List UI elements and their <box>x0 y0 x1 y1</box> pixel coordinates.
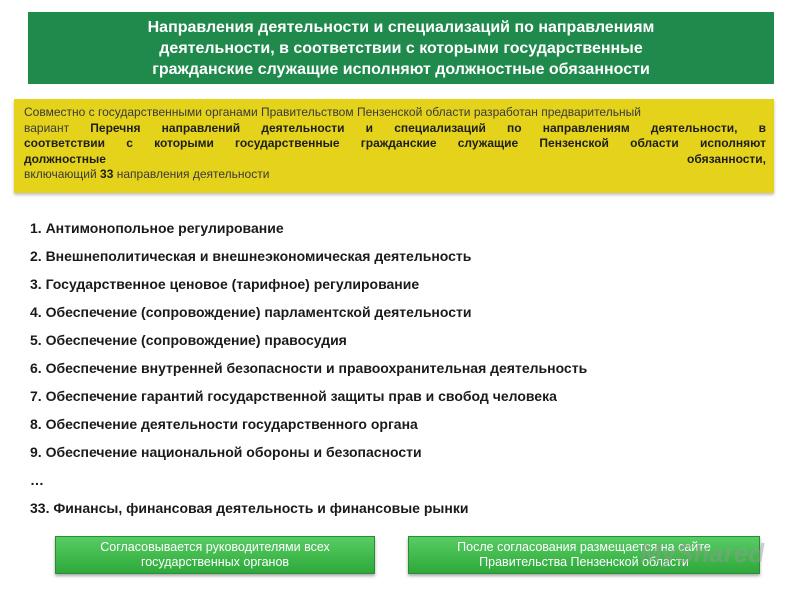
intro-line-4-right: обязанности, <box>687 151 766 166</box>
approval-note-button <box>55 536 375 574</box>
list-item: 9. Обеспечение национальной обороны и безопасности <box>30 444 422 460</box>
slide-title <box>28 12 774 84</box>
intro-line-1: Совместно с государственными органами Правительством Пензенской области разработан предварительный <box>24 105 641 119</box>
list-item: 33. Финансы, финансовая деятельность и финансовые рынки <box>30 500 469 516</box>
list-ellipsis: … <box>30 472 44 488</box>
intro-line-2 <box>24 121 766 137</box>
directions-list <box>30 214 770 522</box>
intro-line-2-bold: Перечня направлений деятельности и специализаций по направлениям деятельности, в <box>90 120 766 135</box>
intro-box <box>14 99 774 193</box>
watermark-logo: MyShared <box>640 538 765 568</box>
intro-line-4-left: должностные <box>24 151 106 166</box>
intro-line-5 <box>24 167 766 183</box>
intro-line-5-suffix: направления деятельности <box>116 167 270 181</box>
title-line-3: гражданские служащие исполняют должностные обязанности <box>152 61 650 78</box>
intro-line-2-prefix: вариант <box>24 120 70 135</box>
list-item: 4. Обеспечение (сопровождение) парламентской деятельности <box>30 304 472 320</box>
list-item: 1. Антимонопольное регулирование <box>30 220 284 236</box>
list-item: 6. Обеспечение внутренней безопасности и правоохранительная деятельность <box>30 360 588 376</box>
approval-note-line-2: государственных органов <box>140 555 290 569</box>
publication-note-line-1: После согласования размещается на сайте <box>457 540 711 554</box>
title-line-2: деятельности, в соответствии с которыми государственные <box>159 40 643 57</box>
list-item: 3. Государственное ценовое (тарифное) регулирование <box>30 276 420 292</box>
list-item: 8. Обеспечение деятельности государственного органа <box>30 416 418 432</box>
list-item: 7. Обеспечение гарантий государственной защиты прав и свобод человека <box>30 388 557 404</box>
list-item: 5. Обеспечение (сопровождение) правосудия <box>30 332 347 348</box>
approval-note-line-1: Согласовывается руководителями всех <box>100 540 330 554</box>
intro-count: 33 <box>100 167 114 181</box>
intro-line-4 <box>24 152 766 168</box>
title-line-1: Направления деятельности и специализаций по направлениям <box>147 19 655 36</box>
list-item: 2. Внешнеполитическая и внешнеэкономическая деятельность <box>30 248 472 264</box>
publication-note-line-2: Правительства Пензенской области <box>479 555 689 569</box>
intro-line-3: соответствии с которыми государственные гражданские служащие Пензенской области исполняют <box>24 136 766 150</box>
intro-line-5-prefix: включающий <box>24 167 97 181</box>
